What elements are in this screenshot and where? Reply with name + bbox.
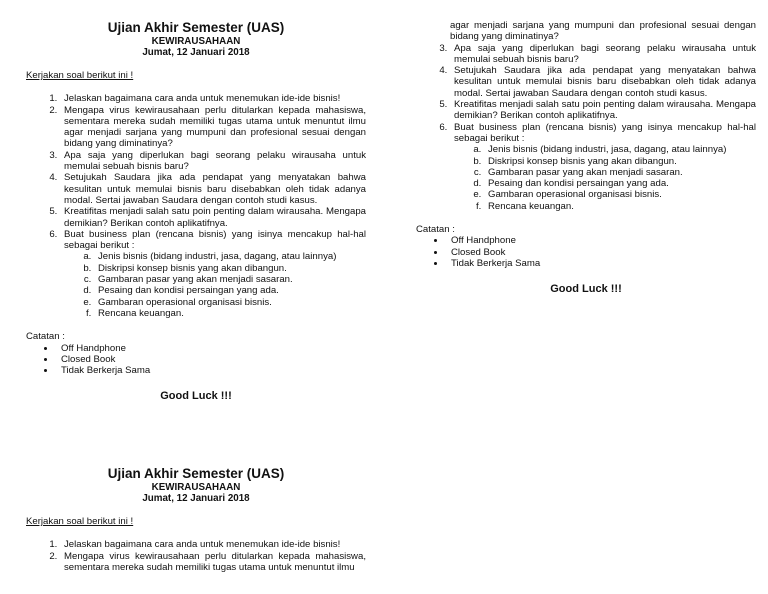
notes-title: Catatan : <box>26 331 65 343</box>
sub-item: f. Rencana keuangan. <box>484 201 756 212</box>
exam-sheet-bottom-left <box>26 466 366 573</box>
sub-item: f. Rencana keuangan. <box>94 308 366 319</box>
question-item: 3. Apa saja yang diperlukan bagi seorang pelaku wirausaha untuk memulai sebuah bisnis baru? <box>60 150 366 173</box>
business-plan-sublist <box>64 251 366 319</box>
note-item: • Off Handphone <box>56 343 366 354</box>
sub-item: e. Gambaran operasional organisasi bisnis. <box>94 297 366 308</box>
sub-item: e. Gambaran operasional organisasi bisnis. <box>484 189 756 200</box>
sub-item: b. Diskripsi konsep bisnis yang akan dibangun. <box>94 263 366 274</box>
sub-item: a. Jenis bisnis (bidang industri, jasa, dagang, atau lainnya) <box>94 251 366 262</box>
good-luck: Good Luck !!! <box>550 283 622 296</box>
question-continuation: agar menjadi sarjana yang mumpuni dan profesional sesuai dengan bidang yang diminatinya? <box>450 20 756 43</box>
notes-list <box>416 235 756 269</box>
question-list <box>26 539 366 573</box>
note-item: • Closed Book <box>56 354 366 365</box>
question-item <box>60 229 366 319</box>
question-text: Buat business plan (rencana bisnis) yang isinya mencakup hal-hal sebagai berikut : <box>454 121 756 144</box>
question-item <box>450 122 756 212</box>
exam-sheet-top-left <box>26 20 366 403</box>
sub-item: c. Gambaran pasar yang akan menjadi sasaran. <box>484 167 756 178</box>
good-luck: Good Luck !!! <box>160 390 232 403</box>
question-item: 1. Jelaskan bagaimana cara anda untuk menemukan ide-ide bisnis! <box>60 539 366 550</box>
question-item: 5. Kreatifitas menjadi salah satu poin penting dalam wirausaha. Mengapa demikian? Berikan contoh aplikatifnya. <box>60 206 366 229</box>
question-item: 3. Apa saja yang diperlukan bagi seorang pelaku wirausaha untuk memulai sebuah bisnis baru? <box>450 43 756 66</box>
exam-title: Ujian Akhir Semester (UAS) <box>107 466 285 481</box>
exam-subject: KEWIRAUSAHAAN <box>151 36 241 47</box>
note-item: • Tidak Berkerja Sama <box>446 258 756 269</box>
question-item: 4. Setujukah Saudara jika ada pendapat yang menyatakan bahwa kesulitan untuk memulai bisnis baru disebabkan oleh tidak adanya modal. Sertai jawaban Saudara dengan contoh studi kasus. <box>450 65 756 99</box>
sub-item: a. Jenis bisnis (bidang industri, jasa, dagang, atau lainnya) <box>484 144 756 155</box>
note-item: • Off Handphone <box>446 235 756 246</box>
notes-list <box>26 343 366 377</box>
question-item: 2. Mengapa virus kewirausahaan perlu ditularkan kepada mahasiswa, sementara mereka sudah memiliki tugas utama untuk menuntut ilmu agar menjadi sarjana yang mumpuni dan profesional sesuai dengan bidang yang diminatinya? <box>60 105 366 150</box>
note-item: • Tidak Berkerja Sama <box>56 365 366 376</box>
exam-title: Ujian Akhir Semester (UAS) <box>107 20 285 35</box>
exam-date: Jumat, 12 Januari 2018 <box>142 493 250 504</box>
question-item: 4. Setujukah Saudara jika ada pendapat yang menyatakan bahwa kesulitan untuk memulai bisnis baru disebabkan oleh tidak adanya modal. Sertai jawaban Saudara dengan contoh studi kasus. <box>60 172 366 206</box>
exam-sheet-right <box>416 20 756 296</box>
instruction: Kerjakan soal berikut ini ! <box>26 70 134 81</box>
question-list <box>416 43 756 212</box>
exam-date: Jumat, 12 Januari 2018 <box>142 47 250 58</box>
question-list <box>26 93 366 319</box>
question-item: 1. Jelaskan bagaimana cara anda untuk menemukan ide-ide bisnis! <box>60 93 366 104</box>
exam-subject: KEWIRAUSAHAAN <box>151 482 241 493</box>
question-item: 2. Mengapa virus kewirausahaan perlu ditularkan kepada mahasiswa, sementara mereka sudah memiliki tugas utama untuk menuntut ilmu <box>60 551 366 574</box>
sub-item: c. Gambaran pasar yang akan menjadi sasaran. <box>94 274 366 285</box>
notes-title: Catatan : <box>416 224 455 236</box>
question-text: Buat business plan (rencana bisnis) yang isinya mencakup hal-hal sebagai berikut : <box>64 228 366 252</box>
sub-item: d. Pesaing dan kondisi persaingan yang ada. <box>484 178 756 189</box>
note-item: • Closed Book <box>446 247 756 258</box>
sub-item: d. Pesaing dan kondisi persaingan yang ada. <box>94 285 366 296</box>
question-item: 5. Kreatifitas menjadi salah satu poin penting dalam wirausaha. Mengapa demikian? Berikan contoh aplikatifnya. <box>450 99 756 122</box>
sub-item: b. Diskripsi konsep bisnis yang akan dibangun. <box>484 156 756 167</box>
business-plan-sublist <box>454 144 756 212</box>
instruction: Kerjakan soal berikut ini ! <box>26 516 134 527</box>
